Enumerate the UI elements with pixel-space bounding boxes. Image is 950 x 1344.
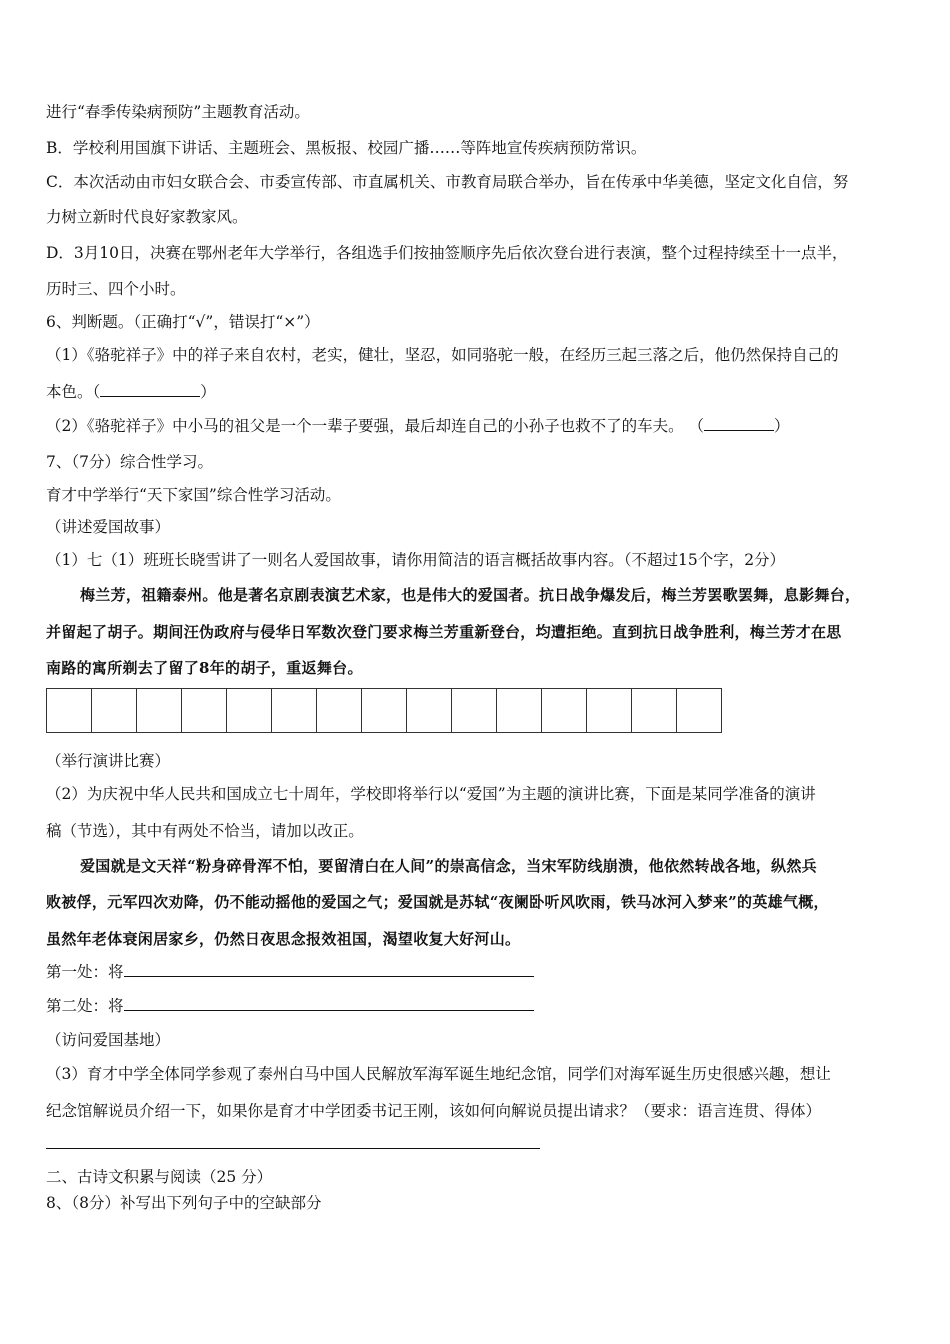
section-label: （讲述爱国故事）	[46, 518, 171, 536]
question-7-intro: 育才中学举行“天下家国”综合性学习活动。	[46, 486, 341, 504]
answer-blank[interactable]	[704, 416, 774, 431]
grid-cell[interactable]	[677, 689, 721, 732]
grid-cell[interactable]	[362, 689, 407, 732]
grid-cell[interactable]	[227, 689, 272, 732]
grid-cell[interactable]	[632, 689, 677, 732]
passage-line: 南路的寓所剃去了留了8年的胡子，重返舞台。	[46, 659, 363, 677]
text-line: 力树立新时代良好家教家风。	[46, 208, 248, 226]
grid-cell[interactable]	[497, 689, 542, 732]
answer-line[interactable]	[46, 1148, 540, 1149]
question-7-2-cont: 稿（节选），其中有两处不恰当，请加以改正。	[46, 822, 364, 840]
section-2-title: 二、古诗文积累与阅读（25 分）	[46, 1168, 273, 1186]
question-6-2	[46, 416, 790, 436]
grid-cell[interactable]	[452, 689, 497, 732]
grid-cell[interactable]	[92, 689, 137, 732]
passage-line: 虽然年老体衰闲居家乡，仍然日夜思念报效祖国，渴望收复大好河山。	[46, 930, 521, 948]
answer-blank[interactable]	[124, 962, 534, 977]
option-b: B．学校利用国旗下讲话、主题班会、黑板报、校园广播……等阵地宣传疾病预防常识。	[46, 139, 647, 157]
section-label: （举行演讲比赛）	[46, 752, 171, 770]
grid-cell[interactable]	[542, 689, 587, 732]
text-segment: 第一处：将	[46, 963, 124, 981]
question-7-1: （1）七（1）班班长晓雪讲了一则名人爱国故事，请你用简洁的语言概括故事内容。（不超过15个字，2分）	[46, 551, 786, 569]
passage-line: 爱国就是文天祥“粉身碎骨浑不怕，要留清白在人间”的崇高信念，当宋军防线崩溃，他依然转战各地，纵然兵	[80, 857, 817, 875]
fix-line-1	[46, 962, 534, 982]
option-d: D．3月10日，决赛在鄂州老年大学举行，各组选手们按抽签顺序先后依次登台进行表演，整个过程持续至十一点半，	[46, 244, 848, 262]
grid-cell[interactable]	[182, 689, 227, 732]
passage-line: 梅兰芳，祖籍泰州。他是著名京剧表演艺术家，也是伟大的爱国者。抗日战争爆发后，梅兰芳罢歌罢舞，息影舞台，	[80, 586, 861, 604]
passage-line: 并留起了胡子。期间汪伪政府与侵华日军数次登门要求梅兰芳重新登台，均遭拒绝。直到抗日战争胜利，梅兰芳才在思	[46, 623, 842, 641]
text-segment: 第二处：将	[46, 997, 124, 1015]
text-segment: ）	[774, 417, 790, 435]
grid-cell[interactable]	[47, 689, 92, 732]
passage-line: 败被俘，元军四次劝降，仍不能动摇他的爱国之气；爱国就是苏轼“夜阑卧听风吹雨，铁马冰河入梦来”的英雄气概，	[46, 893, 829, 911]
text-line: 进行“春季传染病预防”主题教育活动。	[46, 103, 310, 121]
question-6-title: 6、判断题。（正确打“√”，错误打“×”）	[46, 313, 320, 331]
text-line: 历时三、四个小时。	[46, 280, 186, 298]
grid-cell[interactable]	[137, 689, 182, 732]
grid-cell[interactable]	[272, 689, 317, 732]
answer-blank[interactable]	[100, 382, 200, 397]
question-6-1: （1）《骆驼祥子》中的祥子来自农村，老实，健壮，坚忍，如同骆驼一般，在经历三起三落之后，他仍然保持自己的	[46, 346, 839, 364]
section-label: （访问爱国基地）	[46, 1031, 171, 1049]
grid-cell[interactable]	[317, 689, 362, 732]
grid-cell[interactable]	[407, 689, 452, 732]
answer-grid[interactable]	[46, 688, 722, 733]
question-8-title: 8、（8分）补写出下列句子中的空缺部分	[46, 1194, 322, 1212]
text-segment: ）	[200, 383, 216, 401]
question-7-title: 7、（7分）综合性学习。	[46, 453, 213, 471]
question-6-1-cont	[46, 382, 216, 402]
question-7-2: （2）为庆祝中华人民共和国成立七十周年，学校即将举行以“爱国”为主题的演讲比赛，下面是某同学准备的演讲	[46, 785, 816, 803]
question-7-3-cont: 纪念馆解说员介绍一下，如果你是育才中学团委书记王刚，该如何向解说员提出请求？（要求：语言连贯、得体）	[46, 1102, 822, 1120]
answer-blank[interactable]	[124, 996, 534, 1011]
option-c: C．本次活动由市妇女联合会、市委宣传部、市直属机关、市教育局联合举办，旨在传承中华美德，坚定文化自信，努	[46, 173, 849, 191]
text-segment: （2）《骆驼祥子》中小马的祖父是一个一辈子要强，最后却连自己的小孙子也救不了的车夫。 （	[46, 417, 705, 435]
grid-cell[interactable]	[587, 689, 632, 732]
fix-line-2	[46, 996, 534, 1016]
text-segment: 本色。（	[46, 383, 101, 401]
question-7-3: （3）育才中学全体同学参观了泰州白马中国人民解放军海军诞生地纪念馆，同学们对海军诞生历史很感兴趣，想让	[46, 1065, 831, 1083]
